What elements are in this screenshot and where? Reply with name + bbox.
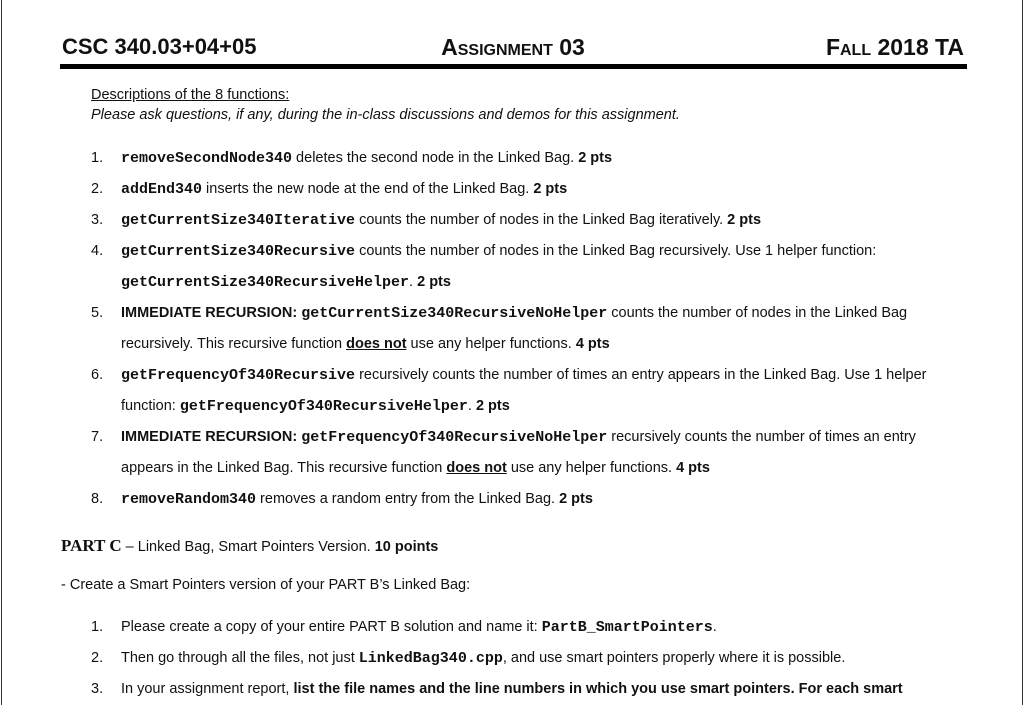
function-list xyxy=(91,143,971,515)
list-item: 2. Then go through all the files, not just LinkedBag340.cpp, and use smart pointers properly where it is possible. xyxy=(91,650,846,667)
term-label: Fall 2018 TA xyxy=(825,34,964,60)
list-item: 3. getCurrentSize340Iterative counts the number of nodes in the Linked Bag iteratively. 2 pts xyxy=(91,212,762,229)
page-border-left xyxy=(1,0,2,705)
descriptions-title: Descriptions of the 8 functions: xyxy=(91,87,290,103)
page-border-right xyxy=(1022,0,1023,705)
descriptions-subtitle: Please ask questions, if any, during the in-class discussions and demos for this assignment. xyxy=(91,107,680,123)
list-item: 8. removeRandom340 removes a random entry from the Linked Bag. 2 pts xyxy=(91,491,593,508)
page-header xyxy=(62,34,964,64)
list-item: 1. Please create a copy of your entire PART B solution and name it: PartB_SmartPointers. xyxy=(91,619,717,636)
assignment-title: Assignment 03 xyxy=(441,34,585,60)
part-c-bullet: - Create a Smart Pointers version of your PART B’s Linked Bag: xyxy=(61,577,471,593)
course-code: CSC 340.03+04+05 xyxy=(62,34,257,59)
part-c-heading: PART C – Linked Bag, Smart Pointers Version. 10 points xyxy=(61,536,439,555)
header-rule xyxy=(60,64,967,69)
list-item: 4. getCurrentSize340Recursive counts the number of nodes in the Linked Bag recursively. Use 1 helper function: getCurrentSize340RecursiveHelper. 2 pts xyxy=(91,243,877,291)
list-item: 2. addEnd340 inserts the new node at the end of the Linked Bag. 2 pts xyxy=(91,181,568,198)
list-item: 1. removeSecondNode340 deletes the second node in the Linked Bag. 2 pts xyxy=(91,150,613,167)
list-item: 7. IMMEDIATE RECURSION: getFrequencyOf340RecursiveNoHelper recursively counts the number of times an entry appears in the Linked Bag. This recursive function does not use any helper functions. 4 pts xyxy=(91,429,916,476)
list-item: 5. IMMEDIATE RECURSION: getCurrentSize340RecursiveNoHelper counts the number of nodes in the Linked Bag recursively. This recursive function does not use any helper functions. 4 pts xyxy=(91,305,908,352)
part-c-steps xyxy=(91,612,971,705)
list-item: 3. In your assignment report, list the file names and the line numbers in which you use smart pointers. For each smart xyxy=(91,681,903,697)
list-item: 6. getFrequencyOf340Recursive recursively counts the number of times an entry appears in the Linked Bag. Use 1 helper function: getFrequencyOf340RecursiveHelper. 2 pts xyxy=(91,367,927,415)
